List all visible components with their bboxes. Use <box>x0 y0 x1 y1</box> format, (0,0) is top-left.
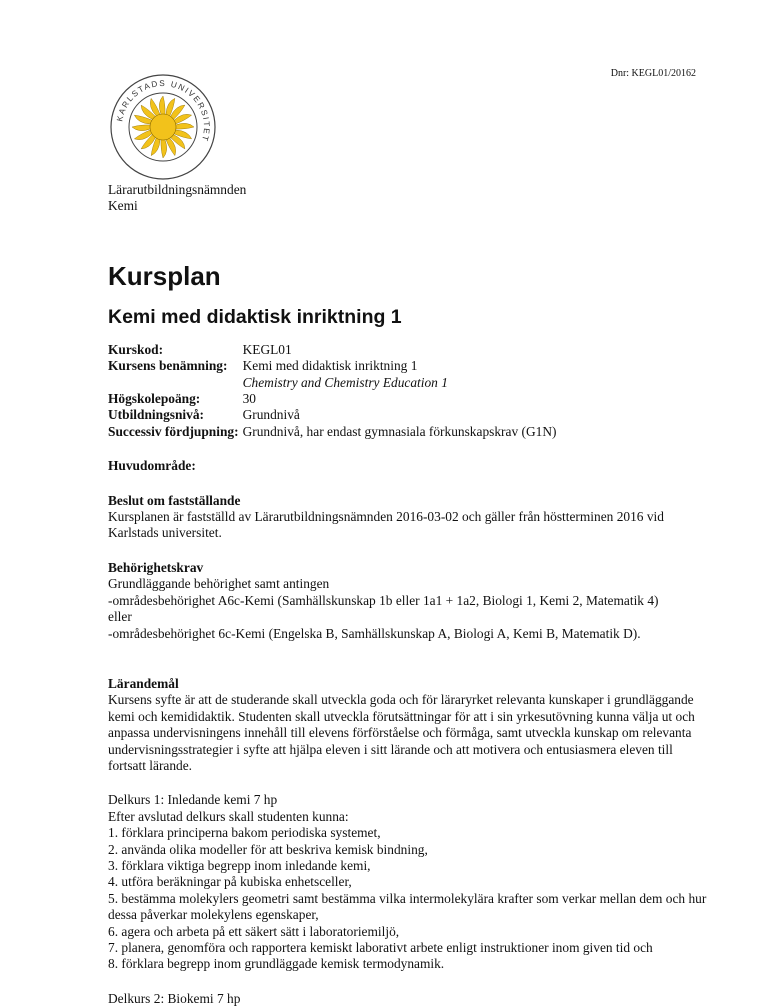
info-row-fordjupning <box>108 424 556 440</box>
learning-outcomes-section <box>108 676 708 774</box>
course-name-swedish: Kemi med didaktisk inriktning 1 <box>242 358 418 374</box>
decision-section <box>108 493 708 542</box>
document-number: Dnr: KEGL01/20162 <box>610 68 696 79</box>
delkurs-1-section <box>108 792 708 972</box>
list-item: 2. använda olika modeller för att beskriva kemisk bindning, <box>108 841 428 857</box>
info-label: Utbildningsnivå: <box>108 407 205 423</box>
info-row-niva <box>108 407 556 423</box>
seal-ring-text: KARLSTADS UNIVERSITET <box>115 78 212 144</box>
info-label: Kurskod: <box>108 341 164 357</box>
info-value: 30 <box>242 391 256 407</box>
main-field-heading: Huvudområde: <box>108 458 196 474</box>
info-value <box>243 358 557 391</box>
info-value: KEGL01 <box>242 341 292 357</box>
list-item: 4. utföra beräkningar på kubiska enhetsceller, <box>108 874 352 890</box>
sun-icon <box>132 96 194 158</box>
section-text: Kursplanen är fastställd av Lärarutbildningsnämnden 2016-03-02 och gäller från höstterminen 2016 vid Karlstads universitet. <box>108 509 664 541</box>
info-label: Högskolepoäng: <box>108 391 201 407</box>
section-heading: Behörighetskrav <box>108 559 204 575</box>
info-label: Successiv fördjupning: <box>108 423 239 439</box>
section-text: Kursens syfte är att de studerande skall utveckla goda och för läraryrket relevanta kunskaper i grundläggande kemi och kemididaktik. Studenten skall utveckla förutsättningar för att i sin yrkesutövning kunna välja ut och anpassa undervisningens innehåll till elevens förförståelse och förmåga, samt utveckla kunskap om relevanta undervisningsstrategier i syfte att hjälpa eleven i sitt lärande och att motivera och entusiasmera eleven till fortsatt lärande. <box>108 692 695 773</box>
eligibility-line: eller <box>108 609 132 625</box>
page-title: Kursplan <box>108 260 221 291</box>
eligibility-section <box>108 560 708 642</box>
list-item: 6. agera och arbeta på ett säkert sätt i laboratoriemiljö, <box>108 923 400 939</box>
board-name: Lärarutbildningsnämnden <box>108 182 247 197</box>
section-heading: Lärandemål <box>108 675 179 691</box>
info-row-hp <box>108 391 556 407</box>
eligibility-line: -områdesbehörighet 6c-Kemi (Engelska B, Samhällskunskap A, Biologi A, Kemi B, Matematik D). <box>108 625 641 641</box>
list-item: 8. förklara begrepp inom grundläggade kemisk termodynamik. <box>108 956 445 972</box>
eligibility-line: -områdesbehörighet A6c-Kemi (Samhällskunskap 1b eller 1a1 + 1a2, Biologi 1, Kemi 2, Matematik 4) <box>108 592 659 608</box>
delkurs-title: Delkurs 1: Inledande kemi 7 hp <box>108 792 278 808</box>
info-row-benamning <box>108 358 556 391</box>
subject-name: Kemi <box>108 198 138 214</box>
delkurs-title: Delkurs 2: Biokemi 7 hp <box>108 990 241 1006</box>
info-label: Kursens benämning: <box>108 358 228 374</box>
list-item: 1. förklara principerna bakom periodiska systemet, <box>108 825 381 841</box>
course-name-english: Chemistry and Chemistry Education 1 <box>242 374 448 390</box>
delkurs-2-section <box>108 991 708 1007</box>
university-seal-logo <box>108 72 218 182</box>
eligibility-line: Grundläggande behörighet samt antingen <box>108 576 330 592</box>
section-heading: Beslut om fastställande <box>108 492 241 508</box>
course-title: Kemi med didaktisk inriktning 1 <box>108 305 402 328</box>
list-item: 5. bestämma molekylers geometri samt bestämma vilka intermolekylära krafter som verkar mellan dem och hur dessa påverkar molekylens egenskaper, <box>108 890 707 923</box>
course-info-table <box>108 342 556 440</box>
outcome-list <box>108 825 708 973</box>
delkurs-intro: Efter avslutad delkurs skall studenten kunna: <box>108 808 349 824</box>
info-value: Grundnivå, har endast gymnasiala förkunskapskrav (G1N) <box>242 423 557 439</box>
list-item: 7. planera, genomföra och rapportera kemiskt laborativt arbete enligt instruktioner inom given tid och <box>108 940 653 955</box>
info-row-kurskod <box>108 342 556 358</box>
info-value: Grundnivå <box>242 407 300 423</box>
organization-block <box>108 182 708 215</box>
list-item: 3. förklara viktiga begrepp inom inledande kemi, <box>108 857 371 873</box>
